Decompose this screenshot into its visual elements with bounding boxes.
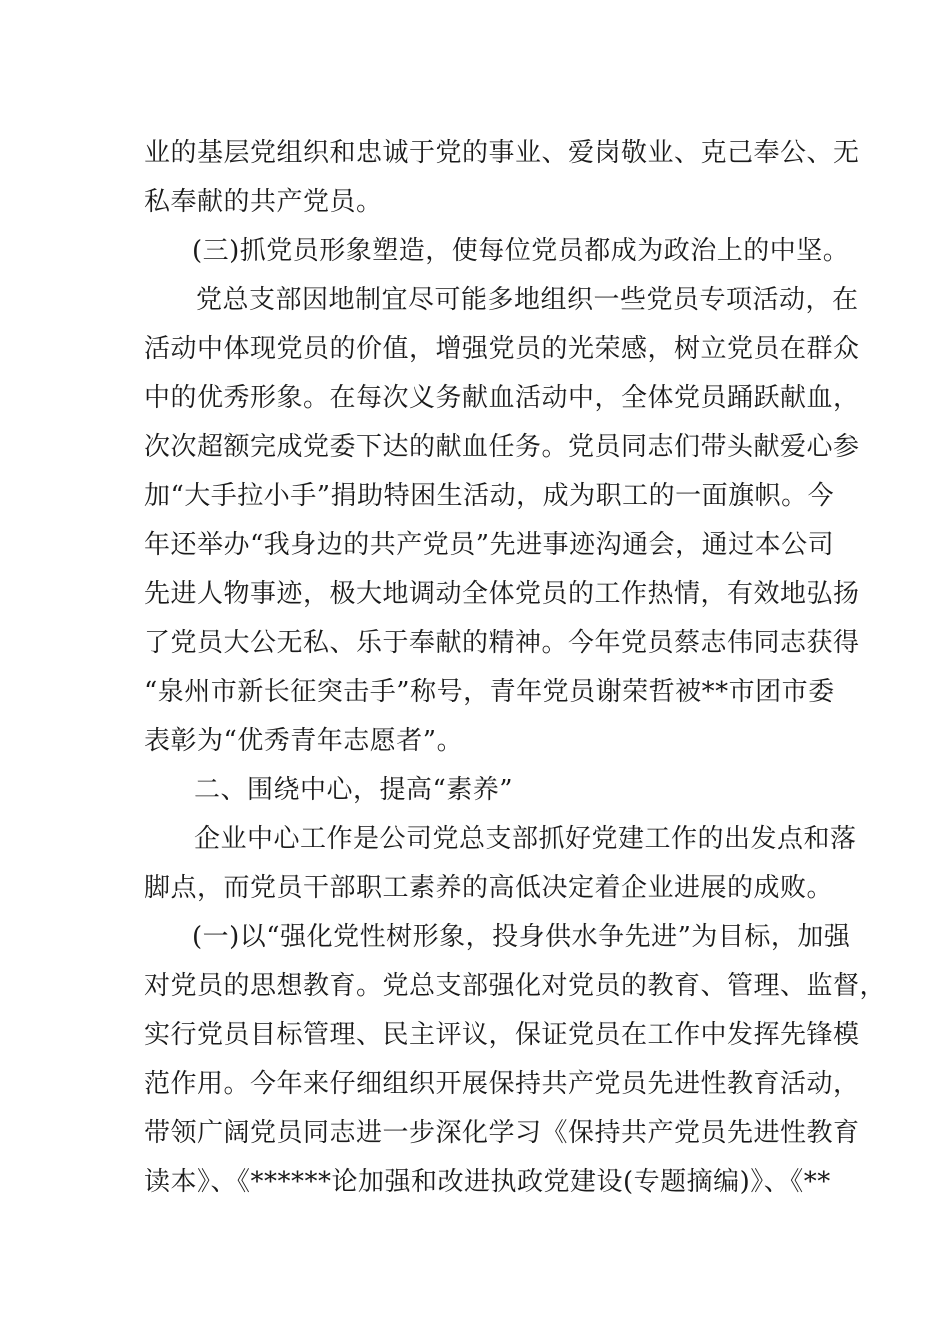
text-line-19: 实行党员目标管理、民主评议，保证党员在工作中发挥先锋模 — [144, 1020, 860, 1050]
text-line-22: 读本》、《******论加强和改进执政党建设(专题摘编)》、《** — [144, 1167, 831, 1197]
section-heading-1: (一)以“强化党性树形象，投身供水争先进”为目标，加强 — [192, 922, 851, 952]
section-heading-2: 二、围绕中心，提高“素养” — [194, 775, 514, 805]
text-line-9: 年还举办“我身边的共产党员”先进事迹沟通会，通过本公司 — [144, 530, 835, 560]
text-line-18: 对党员的思想教育。党总支部强化对党员的教育、管理、监督， — [144, 971, 887, 1001]
text-line-8: 加“大手拉小手”捐助特困生活动，成为职工的一面旗帜。今 — [144, 481, 835, 511]
text-line-20: 范作用。今年来仔细组织开展保持共产党员先进性教育活动， — [144, 1069, 860, 1099]
paragraph-start-line: 党总支部因地制宜尽可能多地组织一些党员专项活动，在 — [196, 285, 859, 315]
text-line-21: 带领广阔党员同志进一步深化学习《保持共产党员先进性教育 — [144, 1118, 860, 1148]
text-line-1: 业的基层党组织和忠诚于党的事业、爱岗敬业、克己奉公、无 — [144, 138, 860, 168]
text-line-10: 先进人物事迹，极大地调动全体党员的工作热情，有效地弘扬 — [144, 579, 860, 609]
text-line-7: 次次超额完成党委下达的献血任务。党员同志们带头献爱心参 — [144, 432, 860, 462]
text-line-11: 了党员大公无私、乐于奉献的精神。今年党员蔡志伟同志获得 — [144, 628, 860, 658]
text-line-12: “泉州市新长征突击手”称号，青年党员谢荣哲被**市团市委 — [144, 677, 835, 707]
text-line-16: 脚点，而党员干部职工素养的高低决定着企业进展的成败。 — [144, 873, 834, 903]
text-line-2: 私奉献的共产党员。 — [144, 187, 383, 217]
section-heading-3: (三)抓党员形象塑造，使每位党员都成为政治上的中坚。 — [192, 236, 850, 266]
text-line-6: 中的优秀形象。在每次义务献血活动中，全体党员踊跃献血， — [144, 383, 860, 413]
paragraph-start-line: 企业中心工作是公司党总支部抓好党建工作的出发点和落 — [194, 824, 857, 854]
text-line-13: 表彰为“优秀青年志愿者”。 — [144, 726, 464, 756]
text-line-5: 活动中体现党员的价值，增强党员的光荣感，树立党员在群众 — [144, 334, 860, 364]
